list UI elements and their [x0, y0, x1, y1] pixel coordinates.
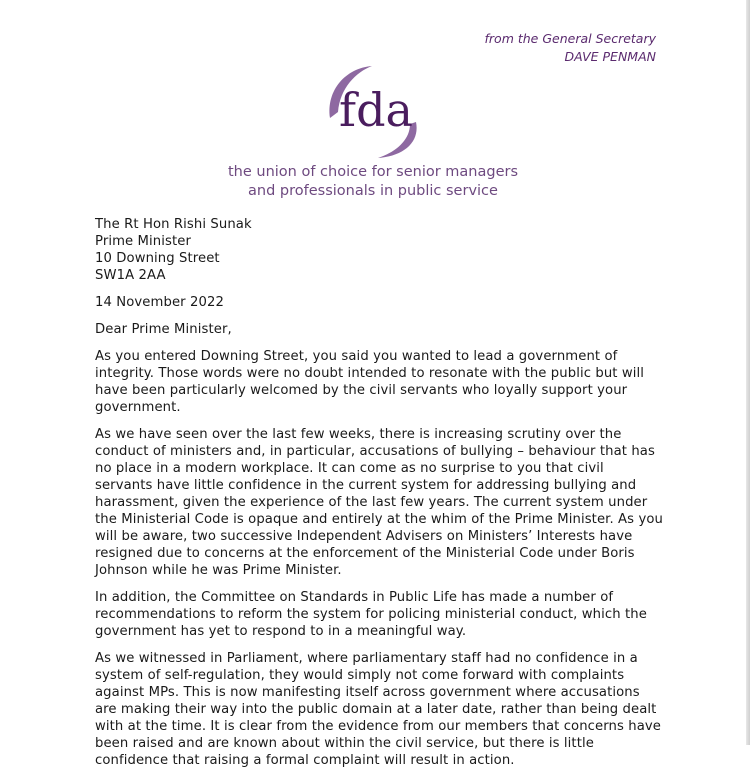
sender-name: DAVE PENMAN — [564, 49, 656, 64]
page-edge-shadow — [746, 0, 750, 745]
paragraph: As you entered Downing Street, you said you wanted to lead a government of integrity. Those words were no doubt intended to resonate with the public but will have been particularly welcomed by the civil servants who loyally support your government. — [95, 349, 645, 415]
logo-text: fda — [339, 83, 413, 137]
address-line: 10 Downing Street — [95, 251, 220, 266]
paragraph: As we witnessed in Parliament, where parliamentary staff had no confidence in a system of self-regulation, they would simply not come forward with complaints against MPs. This is now manifesting itself across government where accusations are making their way into the public domain at a later date, rather than being dealt with at the time. It is clear from the evidence from our members that concerns have been raised and are known about within the civil service, but there is little confidence that raising a formal complaint will result in action. — [95, 651, 661, 768]
recipient-address — [95, 216, 665, 284]
letter-body — [95, 216, 665, 769]
tagline-line-2: and professionals in public service — [248, 183, 498, 199]
salutation: Dear Prime Minister, — [95, 322, 232, 337]
letter-date: 14 November 2022 — [95, 295, 224, 310]
tagline-line-1: the union of choice for senior managers — [227, 164, 519, 180]
paragraph: In addition, the Committee on Standards in Public Life has made a number of recommendations to reform the system for policing ministerial conduct, which the government has yet to respond to in a meaningful way. — [95, 590, 647, 639]
sender-title: from the General Secretary — [484, 31, 656, 46]
sender-block — [485, 30, 656, 66]
fda-logo — [316, 60, 436, 160]
address-line: SW1A 2AA — [95, 268, 166, 283]
tagline — [0, 163, 746, 201]
address-line: The Rt Hon Rishi Sunak — [95, 217, 252, 232]
paragraph: As we have seen over the last few weeks, there is increasing scrutiny over the conduct of ministers and, in particular, accusations of bullying – behaviour that has no place in a modern workplace. It can come as no surprise to you that civil servants have little confidence in the current system for addressing bullying and harassment, given the experience of the last few years. The current system under the Ministerial Code is opaque and entirely at the whim of the Prime Minister. As you will be aware, two successive Independent Advisers on Ministers’ Interests have resigned due to concerns at the enforcement of the Ministerial Code under Boris Johnson while he was Prime Minister. — [95, 427, 663, 578]
address-line: Prime Minister — [95, 234, 191, 249]
